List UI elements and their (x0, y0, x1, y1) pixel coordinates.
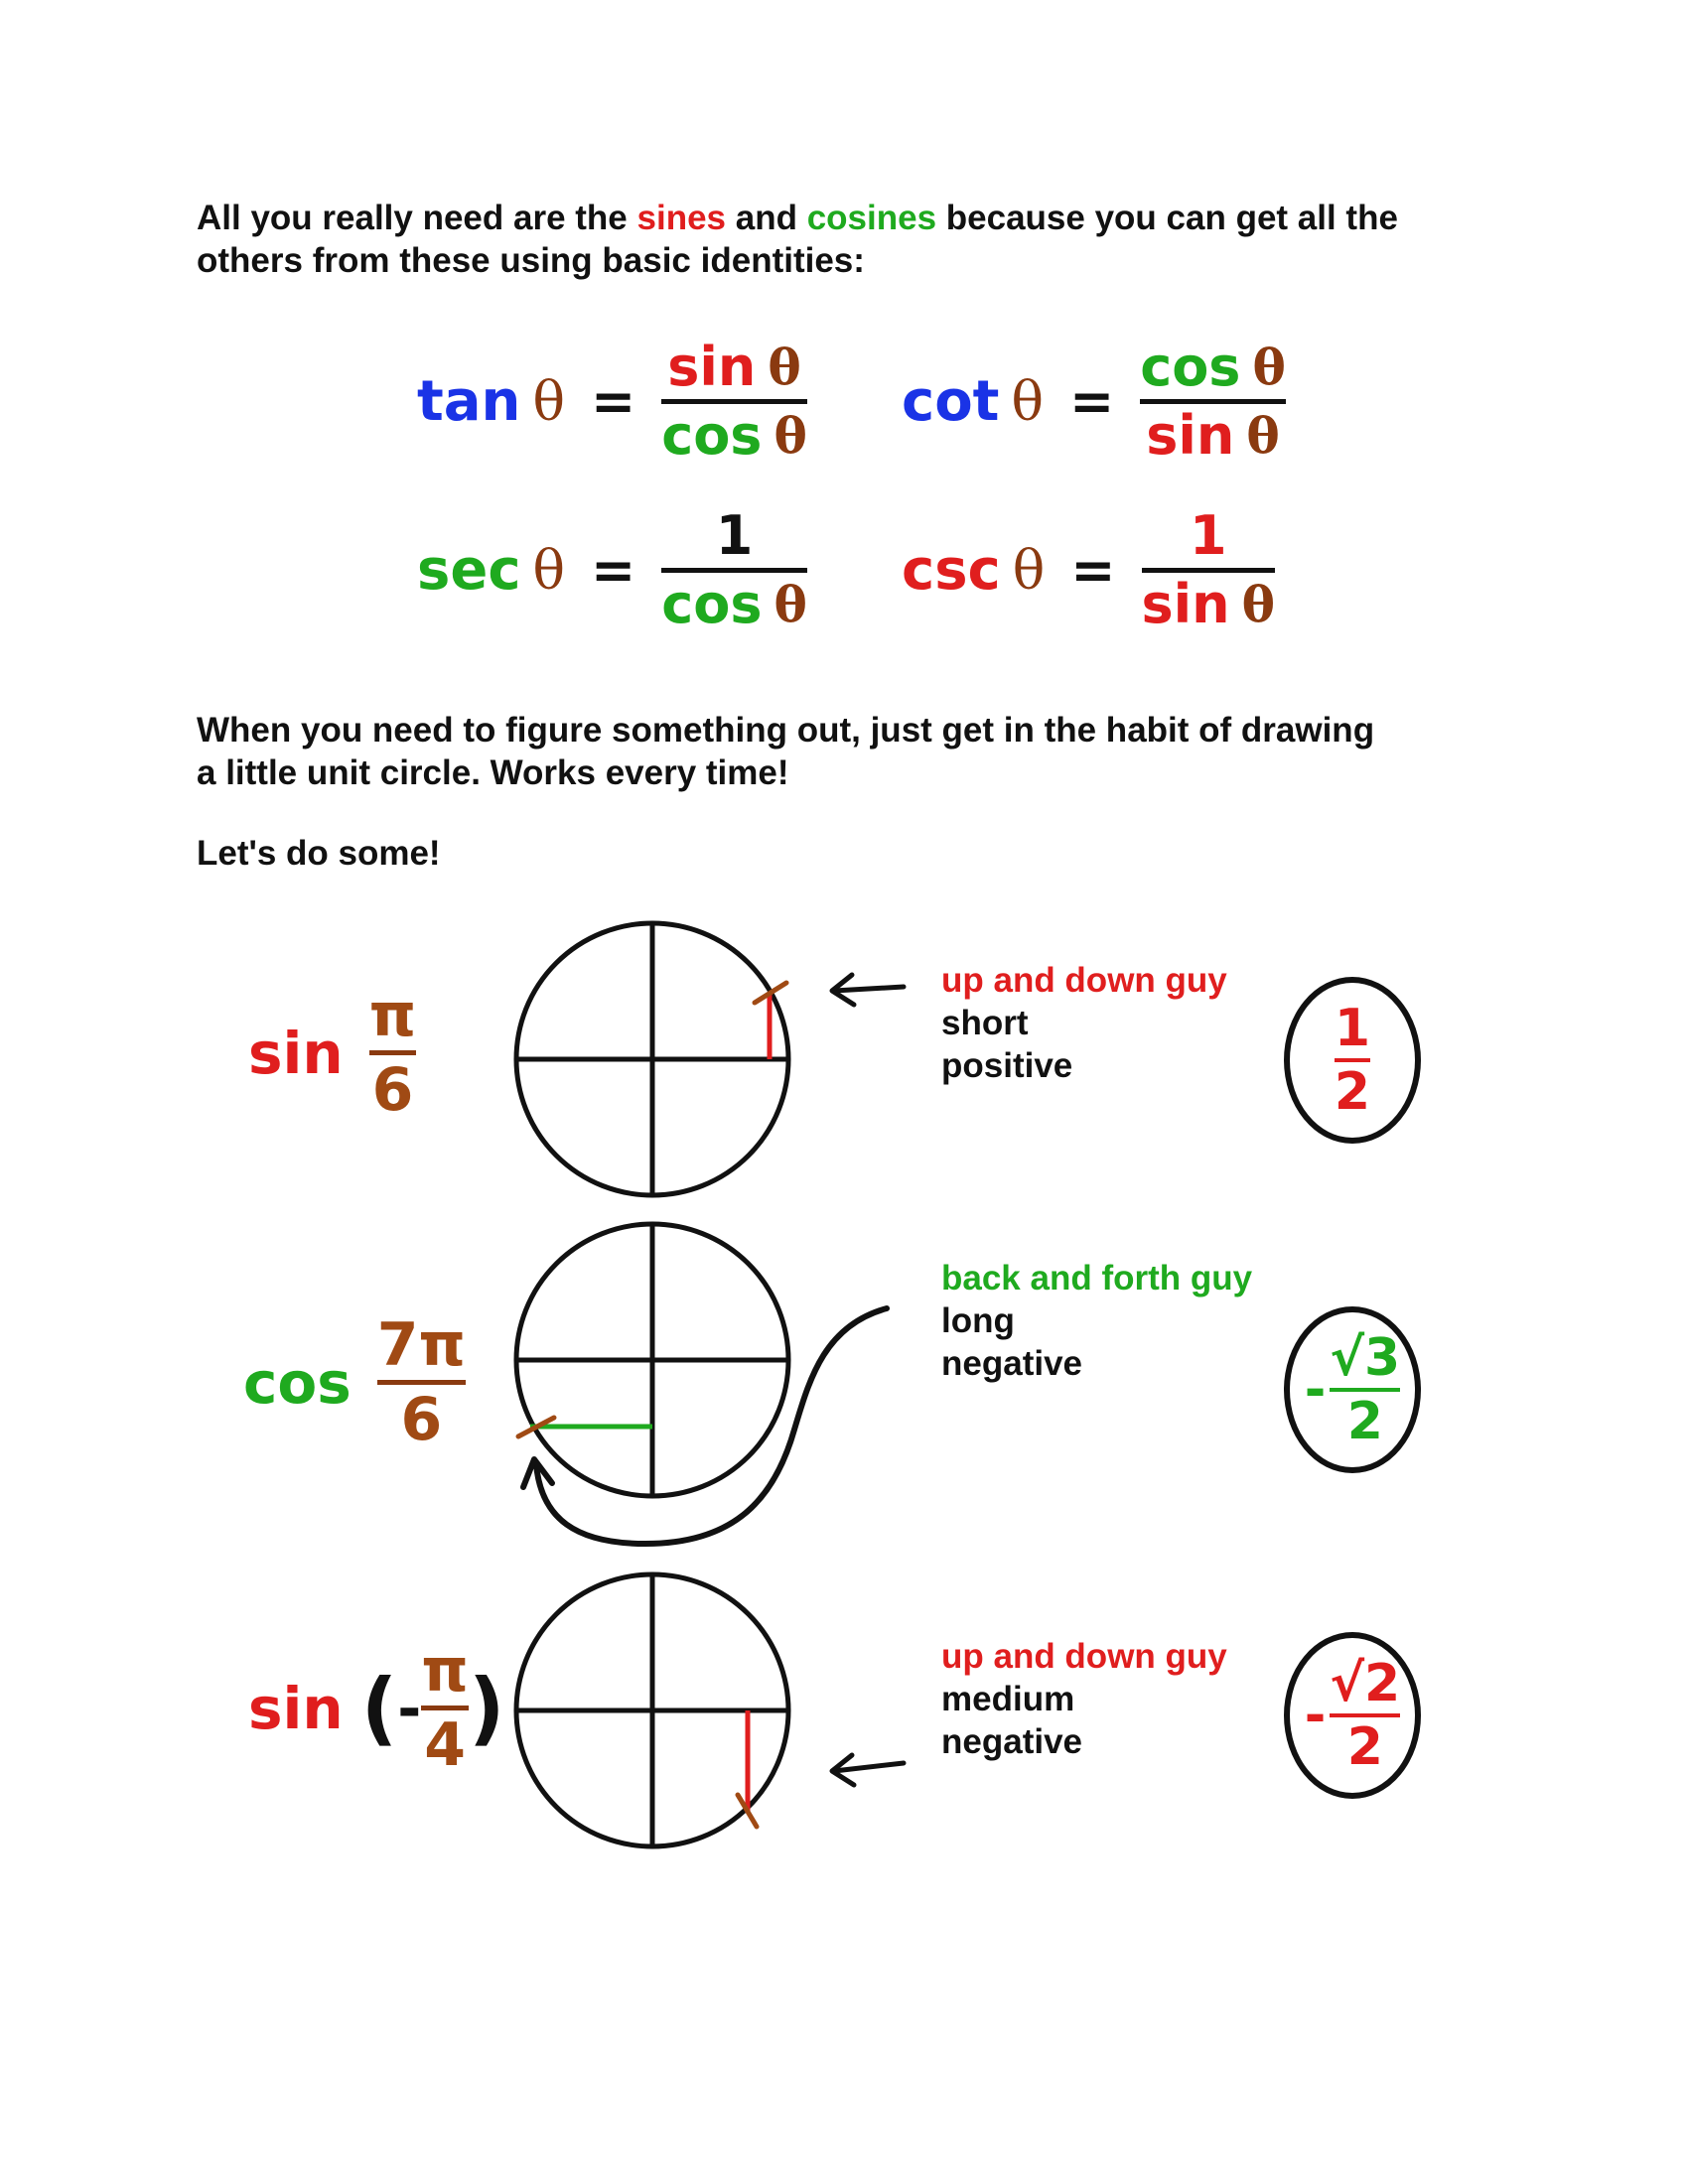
example-1-note-3: positive (941, 1046, 1073, 1085)
example-1-answer-den: 2 (1334, 1062, 1371, 1122)
identity-tan-den-theta: θ (774, 406, 807, 465)
example-3-answer-sign: - (1304, 1686, 1327, 1745)
example-2-notes (941, 1257, 1252, 1385)
example-2-fn: cos (243, 1348, 352, 1417)
identity-sec-theta: θ (532, 539, 566, 602)
example-3-answer-fraction (1330, 1656, 1400, 1775)
example-1-den: 6 (371, 1055, 414, 1125)
example-3-fn: sin (248, 1674, 344, 1742)
identity-sec-eq: = (591, 539, 636, 602)
identity-tan-num: sin (667, 336, 757, 398)
example-3-note-2: medium (941, 1680, 1075, 1718)
identity-sec-den: cos (661, 573, 763, 635)
example-2-answer-fraction (1330, 1330, 1400, 1449)
example-1-answer-fraction (1335, 1001, 1370, 1120)
identity-cot-den: sin (1146, 404, 1235, 467)
lets-do-some: Let's do some! (197, 834, 441, 873)
identity-cot-num: cos (1140, 336, 1241, 398)
example-2-label (243, 1312, 466, 1452)
intro-text-2: and (726, 199, 807, 237)
identity-cot-den-theta: θ (1246, 406, 1280, 465)
example-2-note-2: long (941, 1301, 1015, 1340)
identity-tan-den: cos (661, 404, 763, 467)
arrow-1-shaft (834, 987, 904, 991)
example-1-notes (941, 959, 1227, 1087)
example-2-note-1: back and forth guy (941, 1259, 1253, 1297)
example-1-fn: sin (248, 1019, 344, 1087)
example-2-fraction (377, 1312, 466, 1452)
identity-csc-num: 1 (1189, 504, 1227, 567)
identity-csc-den-theta: θ (1241, 575, 1275, 633)
identity-csc-eq: = (1070, 539, 1116, 602)
example-2-answer-num: √3 (1330, 1328, 1401, 1388)
identity-cot-theta: θ (1011, 370, 1044, 433)
intro-cosines-word: cosines (806, 199, 937, 237)
example-1-note-2: short (941, 1004, 1029, 1042)
identity-tan-theta: θ (532, 370, 565, 433)
example-3-open-paren: ( (360, 1662, 398, 1754)
identity-cot-eq: = (1068, 370, 1115, 433)
identity-csc-fn: csc (902, 538, 1001, 603)
example-2-den: 6 (400, 1385, 443, 1454)
example-2-answer-sign: - (1304, 1360, 1327, 1420)
identity-sec-den-theta: θ (774, 575, 807, 633)
identity-cot-num-theta: θ (1252, 338, 1286, 396)
example-3-den: 4 (424, 1710, 466, 1780)
identity-sec-fn: sec (417, 538, 521, 603)
example-3-minus: - (397, 1674, 422, 1742)
example-2-num: 7π (376, 1310, 466, 1380)
example-2-note-3: negative (941, 1344, 1082, 1383)
example-3-close-paren: ) (468, 1662, 505, 1754)
example-1-label (248, 983, 416, 1123)
intro-text-1: All you really need are the (197, 199, 637, 237)
example-3-note-3: negative (941, 1722, 1082, 1761)
intro-text-3: because you can get all the (936, 199, 1398, 237)
example-3-answer-den: 2 (1346, 1717, 1383, 1777)
example-1-answer (1284, 977, 1421, 1144)
example-3-answer-num: √2 (1330, 1654, 1401, 1713)
example-2-answer (1284, 1306, 1421, 1473)
example-2-answer-den: 2 (1346, 1392, 1383, 1451)
example-3-notes (941, 1635, 1227, 1763)
example-1-fraction (369, 983, 416, 1123)
example-3-label (248, 1638, 504, 1778)
identity-tan-eq: = (590, 370, 636, 433)
identity-csc-theta: θ (1012, 539, 1046, 602)
example-3-fraction (421, 1638, 468, 1778)
example-3-note-1: up and down guy (941, 1637, 1227, 1676)
example-3-num: π (421, 1636, 469, 1706)
example-1-answer-num: 1 (1334, 999, 1371, 1058)
example-1-note-1: up and down guy (941, 961, 1227, 1000)
identity-csc-den: sin (1141, 573, 1230, 635)
example-1-num: π (368, 981, 417, 1050)
identity-tan-fn: tan (417, 369, 521, 434)
habit-line-1: When you need to figure something out, just get in the habit of drawing (197, 711, 1375, 750)
intro-sines-word: sines (636, 199, 726, 237)
identity-tan-num-theta: θ (768, 338, 801, 396)
example-3-answer (1284, 1632, 1421, 1799)
identity-sec-num: 1 (715, 504, 754, 567)
intro-line-2: others from these using basic identities: (197, 241, 865, 280)
habit-line-2: a little unit circle. Works every time! (197, 753, 789, 792)
identity-cot-fn: cot (902, 369, 1000, 434)
